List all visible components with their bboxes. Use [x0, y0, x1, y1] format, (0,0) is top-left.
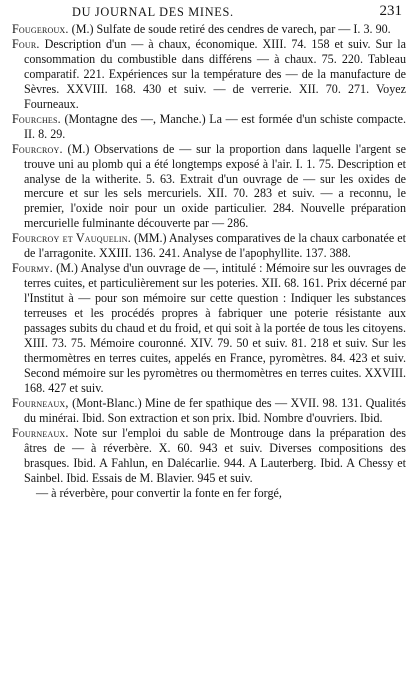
entry-text: (Montagne des —, Manche.) La — est formée d'un schiste compacte. II. 8. 29.: [24, 111, 406, 141]
index-entry: [12, 37, 406, 112]
index-entry: [12, 426, 406, 486]
page-header: [12, 4, 406, 22]
entry-text: (MM.) Analyses comparatives de la chaux carbonatée et de l'arragonite. XXIII. 136. 241. Analyse de l'apophyllite. 137. 388.: [24, 231, 406, 261]
index-entry: [12, 22, 406, 37]
entry-headword: Fourneaux.: [12, 425, 69, 440]
entry-text: Description d'un — à chaux, économique. XIII. 74. 158 et suiv. Sur la consommation du combustible dans différens — à chaux. 75. 220. Tableau comparatif. 221. Expériences sur la température des — de la manufacture de Sèvres. XXVIII. 168. 430 et suiv. — de verrerie. XII. 70. 271. Voyez Fourneaux.: [24, 36, 406, 111]
index-entry: [12, 231, 406, 261]
continuation-line: — à réverbère, pour convertir la fonte en fer forgé,: [36, 485, 282, 500]
running-head: DU JOURNAL DES MINES.: [72, 5, 234, 19]
entry-headword: Fourneaux,: [12, 395, 69, 410]
entry-headword: Fourcroy et Vauquelin.: [12, 231, 131, 246]
entry-headword: Fougeroux.: [12, 22, 69, 36]
index-entry: [12, 112, 406, 142]
entry-headword: Fourches.: [12, 111, 61, 126]
entry-text: Note sur l'emploi du sable de Montrouge dans la préparation des âtres de — à réverbère. X. 60. 943 et suiv. Diverses compositions des brasques. Ibid. A Fahlun, en Dalécarlie. 944. A Lauterberg. Ibid. A Chessy et Sainbel. Ibid. Essais de M. Blavier. 945 et suiv.: [24, 425, 406, 485]
entry-text: (M.) Analyse d'un ouvrage de —, intitulé : Mémoire sur les ouvrages de terres cuites, et particulièrement sur les poteries. XII. 68. 161. Prix décerné par l'Institut à — pour son mémoire sur cette question : Indiquer les substances terreuses et les procédés propres à fabriquer une poterie résistante aux passages subits du chaud et du froid, et qui soit à la portée de tous les citoyens. XIII. 73. 75. Mémoire couronné. XIV. 79. 50 et suiv. 81. 218 et suiv. Sur les thermomètres en terres cuites, appelés en France, pyromètres. 84. 423 et suiv. Second mémoire sur les pyromètres ou thermomètres en terres cuites. XXVIII. 168. 427 et suiv.: [24, 261, 406, 395]
index-entry: [12, 261, 406, 396]
entry-headword: Fourcroy.: [12, 141, 63, 156]
page-number: 231: [379, 3, 402, 19]
entry-text: (Mont-Blanc.) Mine de fer spathique des — XVII. 98. 131. Qualités du minérai. Ibid. Son extraction et son prix. Ibid. Nombre d'ouvriers. Ibid.: [24, 395, 406, 425]
entry-text: (M.) Sulfate de soude retiré des cendres de varech, par — I. 3. 90.: [71, 22, 391, 36]
entry-text: (M.) Observations de — sur la proportion dans laquelle l'argent se trouve uni au plomb qui a été longtemps exposé à l'air. I. 1. 75. Description et analyse de la witherite. 5. 63. Extrait d'un ouvrage de — sur les oxides de mercure et sur les sels mercuriels. XII. 70. 283 et suiv. — a reconnu, le premier, l'oxide noir pour un oxide particulier. 284. Nouvelle préparation mercurielle fulminante découverte par — 286.: [24, 141, 406, 231]
index-entry: [12, 142, 406, 232]
entry-headword: Fourmy.: [12, 261, 53, 276]
entry-headword: Four.: [12, 36, 40, 51]
index-entry: [12, 396, 406, 426]
